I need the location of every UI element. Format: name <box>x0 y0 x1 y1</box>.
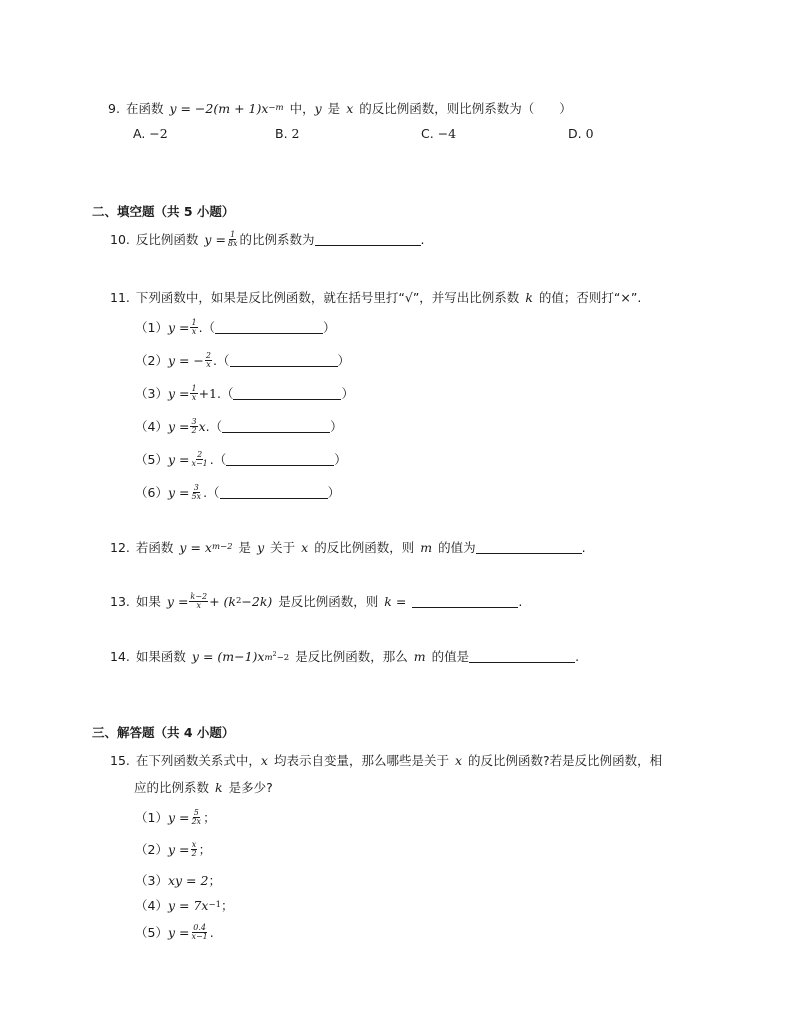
answer-blank[interactable] <box>412 595 518 608</box>
option-a: A. −2 <box>133 126 168 141</box>
question-9: 9. 在函数 y = −2(m + 1)x −m 中， y 是 x 的反比例函数，则比例系数为（ ） <box>108 100 572 116</box>
answer-blank[interactable] <box>215 321 323 334</box>
answer-blank[interactable] <box>222 420 330 433</box>
question-15-line-1: 15. 在下列函数关系式中， x 均表示自变量，那么哪些是关于 x 的反比例函数?若是反比例函数，相 <box>110 752 663 768</box>
question-15-line-2: 应的比例系数 k 是多少? <box>134 779 273 795</box>
q15-item-3: （3） xy = 2 ； <box>135 872 221 888</box>
q15-item-5: （5） y = $\frac{0.4}{x-1}$ . <box>135 922 214 941</box>
question-10: 10. 反比例函数 y = $\frac{1}{8x}$ 的比例系数为 . <box>110 229 425 248</box>
option-c: C. −4 <box>421 126 457 141</box>
option-b: B. 2 <box>275 126 300 141</box>
answer-blank[interactable] <box>315 233 421 246</box>
q11-item-4: （4） y = $\frac{3}{2}$ x .（ ） <box>135 416 343 435</box>
section-heading-solve: 三、解答题（共 4 小题） <box>92 725 235 740</box>
q11-item-6: （6） y = $\frac{3}{5x}$ .（ ） <box>135 482 341 501</box>
q11-item-3: （3） y = $\frac{1}{x}$ +1 .（ ） <box>135 383 354 402</box>
answer-blank[interactable] <box>476 541 582 554</box>
question-number: 9. <box>108 100 120 116</box>
q11-item-5: （5） y = $\frac{2}{x-1}$ .（ ） <box>135 449 347 468</box>
question-14: 14. 如果函数 y = (m−1)x $m^2-2$ 是反比例函数，那么 m 的值是 . <box>110 648 580 664</box>
q15-item-4: （4） y = 7x −1 ； <box>135 897 234 913</box>
question-11: 11. 下列函数中，如果是反比例函数，就在括号里打“√”，并写出比例系数 k 的值；否则打“×”. <box>110 289 642 305</box>
fraction: $\frac{1}{8x}$ <box>227 229 238 248</box>
question-12: 12. 若函数 y = x m−2 是 y 关于 x 的反比例函数，则 m 的值为 . <box>110 539 586 555</box>
answer-blank[interactable] <box>220 486 328 499</box>
answer-blank[interactable] <box>469 650 575 663</box>
option-d: D. 0 <box>568 126 594 141</box>
answer-blank[interactable] <box>226 453 334 466</box>
question-13: 13. 如果 y = $\frac{k-2}{x}$ + (k 2 −2k) 是反比例函数，则 k = . <box>110 591 523 610</box>
q11-item-1: （1） y = $\frac{1}{x}$ .（ ） <box>135 317 336 336</box>
equation: y = −2(m + 1)x <box>169 100 269 116</box>
answer-blank[interactable] <box>233 387 341 400</box>
answer-blank[interactable] <box>230 354 338 367</box>
q15-item-2: （2） y = $\frac{x}{2}$ ； <box>135 839 212 858</box>
q11-item-2: （2） y = − $\frac{2}{x}$ .（ ） <box>135 350 351 369</box>
section-heading-fill-in: 二、填空题（共 5 小题） <box>92 204 235 219</box>
q15-item-1: （1） y = $\frac{5}{2x}$ ； <box>135 807 216 826</box>
